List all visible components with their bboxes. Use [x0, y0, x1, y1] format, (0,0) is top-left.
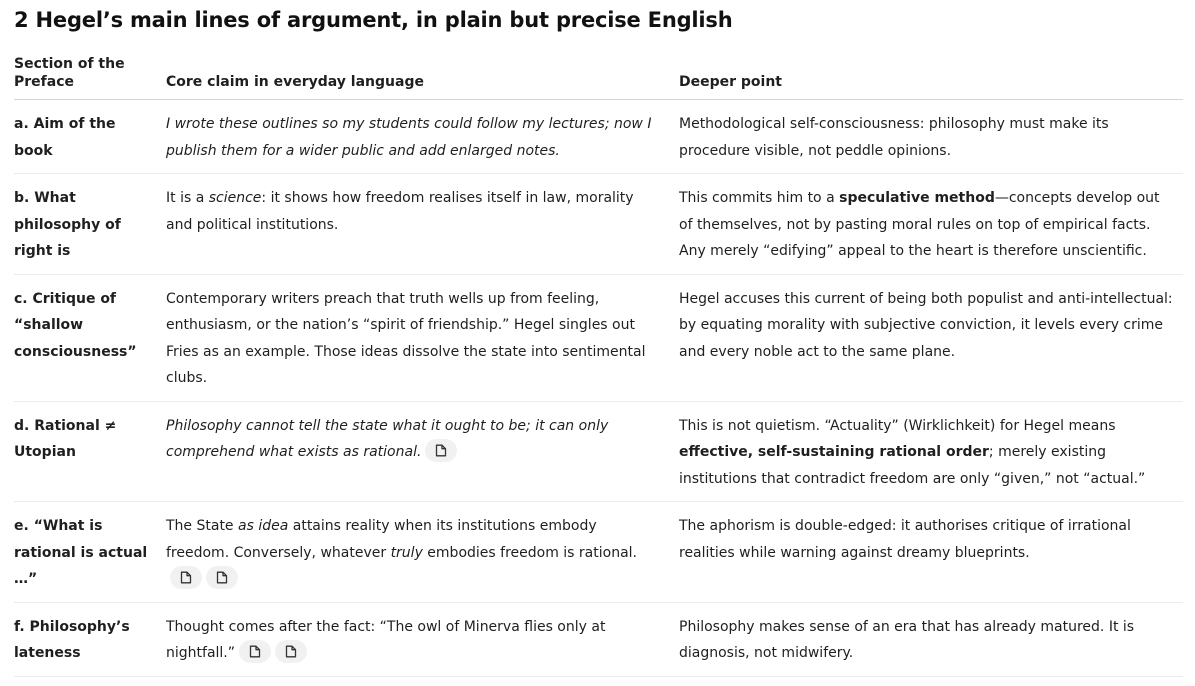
row-section: b. What philosophy of right is	[14, 174, 166, 275]
column-header-deeper: Deeper point	[679, 43, 1183, 100]
claim-text: I wrote these outlines so my students could follow my lectures; now I publish them for a wider public and add enlarged notes.	[166, 116, 652, 159]
claim-text: It is a	[166, 190, 209, 206]
row-deeper: Methodological self-consciousness: philosophy must make its procedure visible, not peddle opinions.	[679, 100, 1183, 174]
row-section: e. “What is rational is actual …”	[14, 502, 166, 603]
document-icon	[216, 571, 228, 584]
row-claim	[166, 602, 679, 676]
claim-text: Philosophy cannot tell the state what it ought to be; it can only comprehend what exists as rational.	[166, 417, 609, 460]
column-header-section: Section of the Preface	[14, 43, 166, 100]
deeper-text: —concepts develop out of themselves, not by pasting moral rules on top of empirical facts. Any merely “edifying” appeal to the heart is therefore unscientific.	[679, 190, 1160, 259]
document-icon	[180, 571, 192, 584]
claim-text: embodies freedom is rational.	[422, 544, 637, 561]
row-section: a. Aim of the book	[14, 100, 166, 174]
section-heading: 2 Hegel’s main lines of argument, in plain but precise English	[14, 8, 733, 32]
table-row	[14, 274, 1183, 401]
table-row	[14, 602, 1183, 676]
document-icon	[249, 645, 261, 658]
citation-button[interactable]	[425, 439, 457, 462]
arguments-table	[14, 43, 1183, 677]
citation-button[interactable]	[170, 566, 202, 589]
claim-emphasis: truly	[390, 544, 423, 561]
row-claim: Contemporary writers preach that truth wells up from feeling, enthusiasm, or the nation’s “spirit of friendship.” Hegel singles out Fries as an example. Those ideas dissolve the state into sentimental clubs.	[166, 274, 679, 401]
deeper-text: This is not quietism. “Actuality” (Wirklichkeit) for Hegel means	[679, 417, 1116, 434]
row-claim	[166, 100, 679, 174]
row-section: f. Philosophy’s lateness	[14, 602, 166, 676]
table-row	[14, 100, 1183, 174]
claim-text: attains reality when its institutions embody freedom. Conversely, whatever	[166, 518, 597, 561]
claim-emphasis: science	[208, 190, 262, 206]
claim-text: The State	[166, 518, 238, 534]
deeper-emphasis: effective, self-sustaining rational order	[679, 444, 989, 460]
row-claim	[166, 174, 679, 275]
deeper-text: ; merely existing institutions that contradict freedom are only “given,” not “actual.”	[679, 444, 1146, 487]
row-deeper	[679, 174, 1183, 275]
column-header-claim: Core claim in everyday language	[166, 43, 679, 100]
row-claim	[166, 401, 679, 502]
row-section: c. Critique of “shallow consciousness”	[14, 274, 166, 401]
row-deeper: Philosophy makes sense of an era that has already matured. It is diagnosis, not midwifery.	[679, 602, 1183, 676]
citation-button[interactable]	[239, 640, 271, 663]
table-row	[14, 401, 1183, 502]
row-deeper: The aphorism is double-edged: it authorises critique of irrational realities while warning against dreamy blueprints.	[679, 502, 1183, 603]
row-section: d. Rational ≠ Utopian	[14, 401, 166, 502]
deeper-text: This commits him to a	[679, 190, 840, 206]
row-deeper: Hegel accuses this current of being both populist and anti-intellectual: by equating morality with subjective conviction, it levels every crime and every noble act to the same plane.	[679, 274, 1183, 401]
deeper-emphasis: speculative method	[839, 190, 995, 206]
table-header-row	[14, 43, 1183, 100]
citation-button[interactable]	[206, 566, 238, 589]
row-claim	[166, 502, 679, 603]
claim-text: : it shows how freedom realises itself in law, morality and political institutions.	[166, 190, 634, 233]
claim-emphasis: as idea	[238, 518, 289, 534]
table-row	[14, 174, 1183, 275]
citation-button[interactable]	[275, 640, 307, 663]
table-row	[14, 502, 1183, 603]
document-icon	[435, 444, 447, 457]
row-deeper	[679, 401, 1183, 502]
claim-text: Thought comes after the fact: “The owl of Minerva flies only at nightfall.”	[166, 618, 606, 661]
document-icon	[285, 645, 297, 658]
